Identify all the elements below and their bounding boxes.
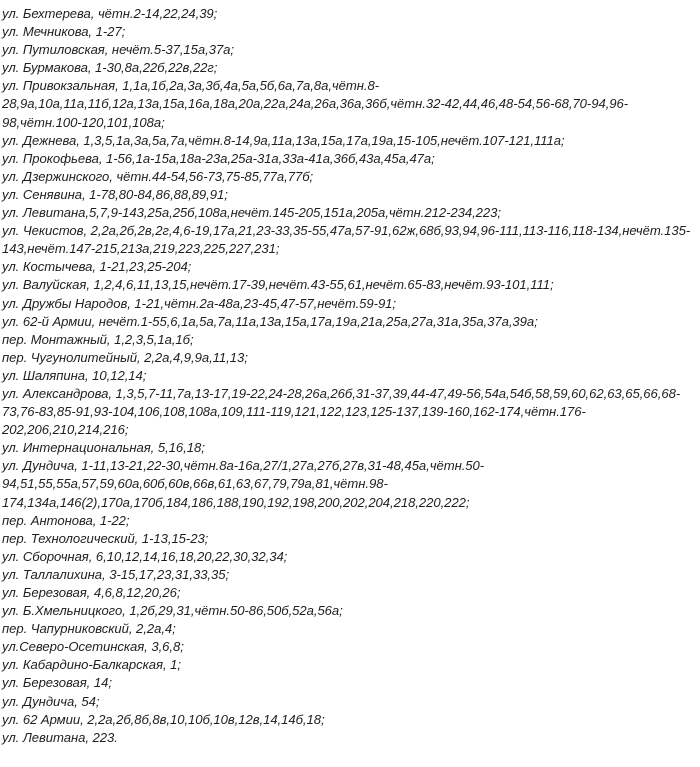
address-line: ул. Сборочная, 6,10,12,14,16,18,20,22,30,32,34; <box>2 548 288 564</box>
address-line: ул. Дежнева, 1,3,5,1а,3а,5а,7а,чётн.8-14,9а,11а,13а,15а,17а,19а,15-105,нечёт.107-121,111а; <box>2 132 565 148</box>
address-line: ул. Березовая, 4,6,8,12,20,26; <box>2 585 181 600</box>
address-line: ул. Дундича, 54; <box>2 693 100 709</box>
address-line: ул. Бехтерева, чётн.2-14,22,24,39; <box>2 6 218 21</box>
address-line: ул. Чекистов, 2,2а,2б,2в,2г,4,6-19,17а,21,23-33,35-55,47а,57-91,62ж,68б,93,94,96-111,113-116,118-134,нечёт.135-143,нечёт.147-215,213а,219,223,225,227,231; <box>2 223 691 257</box>
address-line: ул. Левитана,5,7,9-143,25а,25б,108а,нечёт.145-205,151а,205а,чётн.212-234,223; <box>2 205 501 221</box>
address-line: ул. Костычева, 1-21,23,25-204; <box>2 259 192 275</box>
address-line: ул. Путиловская, нечёт.5-37,15а,37а; <box>2 42 235 58</box>
address-line: ул. Дзержинского, чётн.44-54,56-73,75-85,77а,77б; <box>2 168 314 184</box>
address-line: пер. Чугунолитейный, 2,2а,4,9,9а,11,13; <box>2 349 248 365</box>
address-line: пер. Чапурниковский, 2,2а,4; <box>2 621 176 637</box>
address-line: ул. Кабардино-Балкарская, 1; <box>2 657 181 673</box>
address-line: ул. 62 Армии, 2,2а,2б,8б,8в,10,10б,10в,12в,14,14б,18; <box>2 711 325 727</box>
address-line: пер. Технологический, 1-13,15-23; <box>2 530 209 546</box>
address-line: ул. Александрова, 1,3,5,7-11,7а,13-17,19-22,24-28,26а,26б,31-37,39,44-47,49-56,54а,54б,58,59,60,62,63,65,66,68-73,76-83,85-91,93-104,106,108,108а,109,111-119,121,122,123,125-137,139-160,162-174,чётн.176-202,206,210,214,216; <box>2 385 681 438</box>
address-line: ул.Северо-Осетинская, 3,6,8; <box>2 639 184 655</box>
address-line: ул. Валуйская, 1,2,4,6,11,13,15,нечёт.17-39,нечёт.43-55,61,нечёт.65-83,нечёт.93-101,111; <box>2 277 554 293</box>
address-line: ул. Левитана, 223. <box>2 729 118 745</box>
address-line: ул. Дундича, 1-11,13-21,22-30,чётн.8а-16а,27/1,27а,27б,27в,31-48,45а,чётн.50-94,51,55,55а,57,59,60а,60б,60в,66в,61,63,67,79,79а,81,чётн.98-174,134а,146(2),170а,170б,184,186,188,190,192,198,200,202,204,218,220,222; <box>2 458 485 510</box>
address-line: ул. Привокзальная, 1,1а,1б,2а,3а,3б,4а,5а,5б,6а,7а,8а,чётн.8-28,9а,10а,11а,11б,12а,13а,15а,16а,18а,20а,22а,24а,26а,36а,36б,чётн.32-42,44,46,48-54,56-68,70-94,96-98,чётн.100-120,101,108а; <box>2 78 629 130</box>
address-line: ул. Прокофьева, 1-56,1а-15а,18а-23а,25а-31а,33а-41а,36б,43а,45а,47а; <box>2 150 435 166</box>
address-line: ул. Интернациональная, 5,16,18; <box>2 440 205 456</box>
address-line: ул. Таллалихина, 3-15,17,23,31,33,35; <box>2 566 230 582</box>
address-line: ул. Шаляпина, 10,12,14; <box>2 367 147 383</box>
address-line: ул. Б.Хмельницкого, 1,2б,29,31,чётн.50-86,50б,52а,56а; <box>2 603 343 619</box>
address-line: пер. Монтажный, 1,2,3,5,1а,1б; <box>2 331 194 347</box>
address-line: пер. Антонова, 1-22; <box>2 512 130 528</box>
address-line: ул. Мечникова, 1-27; <box>2 24 126 40</box>
address-line: ул. Дружбы Народов, 1-21,чётн.2а-48а,23-45,47-57,нечёт.59-91; <box>2 295 397 311</box>
address-line: ул. Березовая, 14; <box>2 675 112 691</box>
address-line: ул. Сенявина, 1-78,80-84,86,88,89,91; <box>2 186 228 202</box>
address-line: ул. 62-й Армии, нечёт.1-55,6,1а,5а,7а,11а,13а,15а,17а,19а,21а,25а,27а,31а,35а,37а,39а; <box>2 313 538 329</box>
address-line: ул. Бурмакова, 1-30,8а,22б,22в,22г; <box>2 60 218 76</box>
